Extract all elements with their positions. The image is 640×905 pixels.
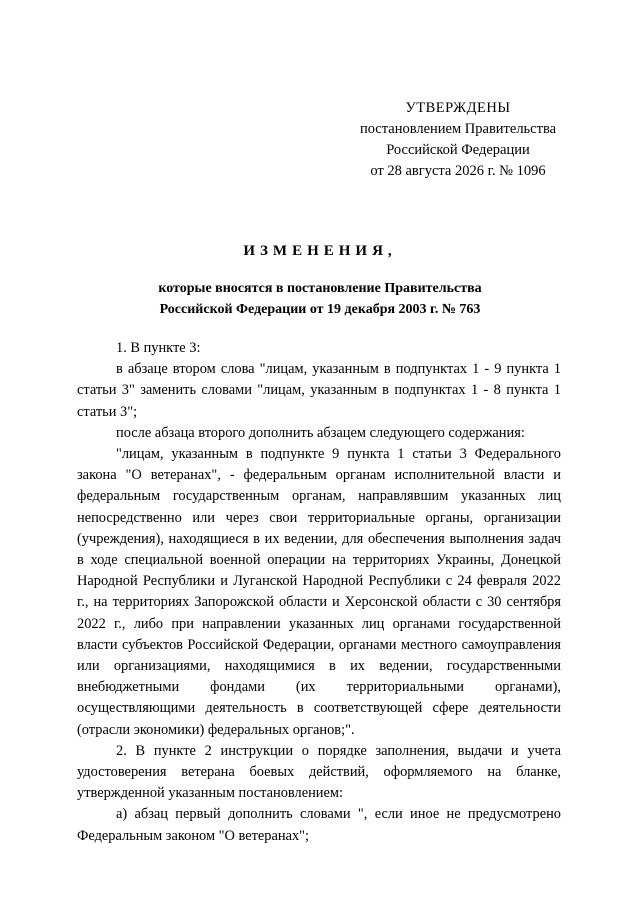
paragraph-1: 1. В пункте 3: [116,340,201,356]
approval-stamp: УТВЕРЖДЕНЫ [405,100,511,116]
document-body [77,338,561,847]
approval-block [330,98,586,182]
document-subtitle-line-2: Российской Федерации от 19 декабря 2003 г. № 763 [159,302,481,317]
document-title-block [60,240,580,320]
paragraph-6: а) абзац первый дополнить словами ", если иное не предусмотрено Федеральным законом "О ветеранах"; [77,806,561,844]
approval-line-1: постановлением Правительства [359,121,557,137]
paragraph-4: "лицам, указанным в подпункте 9 пункта 1 статьи 3 Федерального закона "О ветеранах", - федеральным органам исполнительной власти и федеральным государственным органам, направлявшим указанных лиц непосредственно или через свои территориальные органы, организации (учреждения), находящиеся в их ведении, для обеспечения выполнения задач в ходе специальной военной операции на территориях Украины, Донецкой Народной Республики и Луганской Народной Республики с 24 февраля 2022 г., на территориях Запорожской области и Херсонской области с 30 сентября 2022 г., либо при направлении указанных лиц органами государственной власти субъектов Российской Федерации, органами местного самоуправления или организациями, находящимися в их ведении, государственными внебюджетными фондами (их территориальными органами), осуществляющими деятельность в соответствующей сфере деятельности (отрасли экономики) федеральных органов;". [77,446,561,738]
approval-line-3: от 28 августа 2026 г. № 1096 [370,163,546,179]
document-title: ИЗМЕНЕНИЯ, [243,243,397,259]
paragraph-2: в абзаце втором слова "лицам, указанным в подпунктах 1 - 9 пункта 1 статьи 3" заменить словами "лицам, указанным в подпунктах 1 - 8 пункта 1 статьи 3"; [77,361,561,420]
paragraph-5: 2. В пункте 2 инструкции о порядке заполнения, выдачи и учета удостоверения ветерана боевых действий, оформляемого на бланке, утвержденной указанным постановлением: [77,742,561,802]
approval-line-2: Российской Федерации [386,142,530,158]
paragraph-3: после абзаца второго дополнить абзацем следующего содержания: [116,424,525,441]
document-subtitle-line-1: которые вносятся в постановление Правительства [158,281,482,296]
